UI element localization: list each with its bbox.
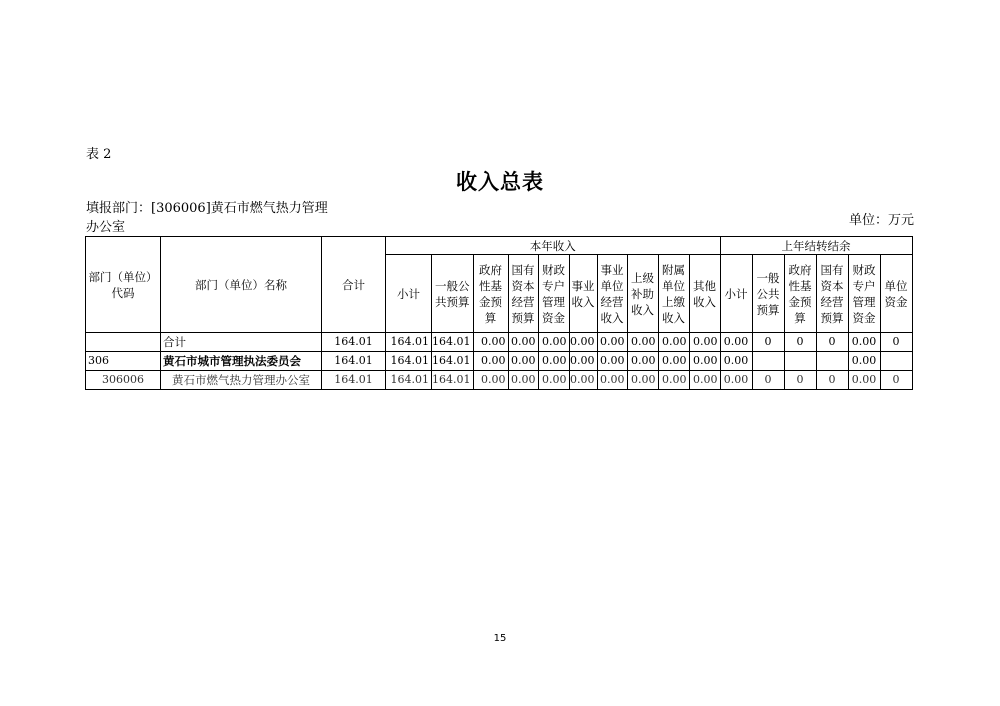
cell-prev: 0 [752, 333, 784, 352]
cell-current: 0.00 [569, 371, 597, 390]
cell-current: 0.00 [689, 371, 720, 390]
row-total: 164.01 [322, 352, 386, 371]
header-code: 部门（单位）代码 [86, 237, 161, 333]
cell-current: 0.00 [508, 371, 538, 390]
cell-prev: 0 [880, 333, 912, 352]
cell-current: 0.00 [627, 333, 658, 352]
cell-prev: 0.00 [848, 371, 880, 390]
header-current-col: 附属单位上缴收入 [658, 255, 689, 333]
cell-current: 0.00 [569, 352, 597, 371]
cell-current: 0.00 [689, 333, 720, 352]
row-code [86, 333, 161, 352]
cell-current: 0.00 [658, 371, 689, 390]
header-current-col: 政府性基金预算 [473, 255, 508, 333]
cell-current: 0.00 [538, 333, 569, 352]
cell-current: 0.00 [473, 352, 508, 371]
cell-prev [784, 352, 816, 371]
cell-current: 164.01 [432, 352, 474, 371]
cell-prev [752, 352, 784, 371]
cell-current: 0.00 [569, 333, 597, 352]
header-current-col: 事业单位经营收入 [597, 255, 627, 333]
cell-current: 164.01 [386, 352, 432, 371]
cell-prev: 0.00 [720, 352, 752, 371]
table-row [86, 371, 913, 390]
table-row [86, 352, 913, 371]
table-tag: 表 2 [86, 147, 112, 162]
header-prev-col: 国有资本经营预算 [816, 255, 848, 333]
cell-prev: 0 [816, 333, 848, 352]
cell-current: 0.00 [689, 352, 720, 371]
cell-current: 0.00 [627, 371, 658, 390]
header-current-col: 财政专户管理资金 [538, 255, 569, 333]
header-current-col: 事业收入 [569, 255, 597, 333]
cell-prev: 0.00 [848, 333, 880, 352]
row-code: 306006 [86, 371, 161, 390]
header-prev-col: 财政专户管理资金 [848, 255, 880, 333]
cell-current: 0.00 [473, 333, 508, 352]
header-current-col: 国有资本经营预算 [508, 255, 538, 333]
row-name: 合计 [161, 333, 322, 352]
fill-department: 填报部门：[306006]黄石市燃气热力管理办公室 [86, 201, 328, 235]
row-name: 黄石市燃气热力管理办公室 [161, 371, 322, 390]
header-current-col: 一般公共预算 [432, 255, 474, 333]
cell-current: 0.00 [508, 352, 538, 371]
unit-label: 单位：万元 [848, 213, 914, 228]
cell-current: 0.00 [538, 371, 569, 390]
row-total: 164.01 [322, 371, 386, 390]
cell-prev: 0.00 [720, 333, 752, 352]
cell-current: 0.00 [658, 333, 689, 352]
header-prev-col: 政府性基金预算 [784, 255, 816, 333]
header-current-col: 其他收入 [689, 255, 720, 333]
cell-current: 0.00 [597, 371, 627, 390]
cell-prev: 0 [816, 371, 848, 390]
cell-prev: 0 [784, 371, 816, 390]
cell-prev: 0 [752, 371, 784, 390]
header-current-col: 上级补助收入 [627, 255, 658, 333]
header-name: 部门（单位）名称 [161, 237, 322, 333]
cell-prev: 0.00 [848, 352, 880, 371]
cell-current: 0.00 [473, 371, 508, 390]
header-prev-year: 上年结转结余 [720, 237, 912, 255]
cell-current: 0.00 [538, 352, 569, 371]
header-current-year: 本年收入 [386, 237, 721, 255]
table-row [86, 333, 913, 352]
cell-current: 0.00 [658, 352, 689, 371]
row-code: 306 [86, 352, 161, 371]
page-number: 15 [493, 633, 507, 644]
cell-prev: 0 [880, 371, 912, 390]
cell-current: 0.00 [627, 352, 658, 371]
header-prev-col: 单位资金 [880, 255, 912, 333]
header-current-col: 小计 [386, 255, 432, 333]
cell-current: 0.00 [597, 352, 627, 371]
income-summary-table [85, 236, 913, 390]
cell-prev: 0.00 [720, 371, 752, 390]
row-total: 164.01 [322, 333, 386, 352]
cell-current: 164.01 [432, 371, 474, 390]
cell-current: 164.01 [386, 333, 432, 352]
cell-prev [816, 352, 848, 371]
page-title: 收入总表 [456, 170, 544, 194]
cell-current: 0.00 [508, 333, 538, 352]
cell-current: 0.00 [597, 333, 627, 352]
cell-current: 164.01 [386, 371, 432, 390]
header-total: 合计 [322, 237, 386, 333]
row-name: 黄石市城市管理执法委员会 [161, 352, 322, 371]
cell-prev [880, 352, 912, 371]
cell-current: 164.01 [432, 333, 474, 352]
header-prev-col: 小计 [720, 255, 752, 333]
header-prev-col: 一般公共预算 [752, 255, 784, 333]
cell-prev: 0 [784, 333, 816, 352]
